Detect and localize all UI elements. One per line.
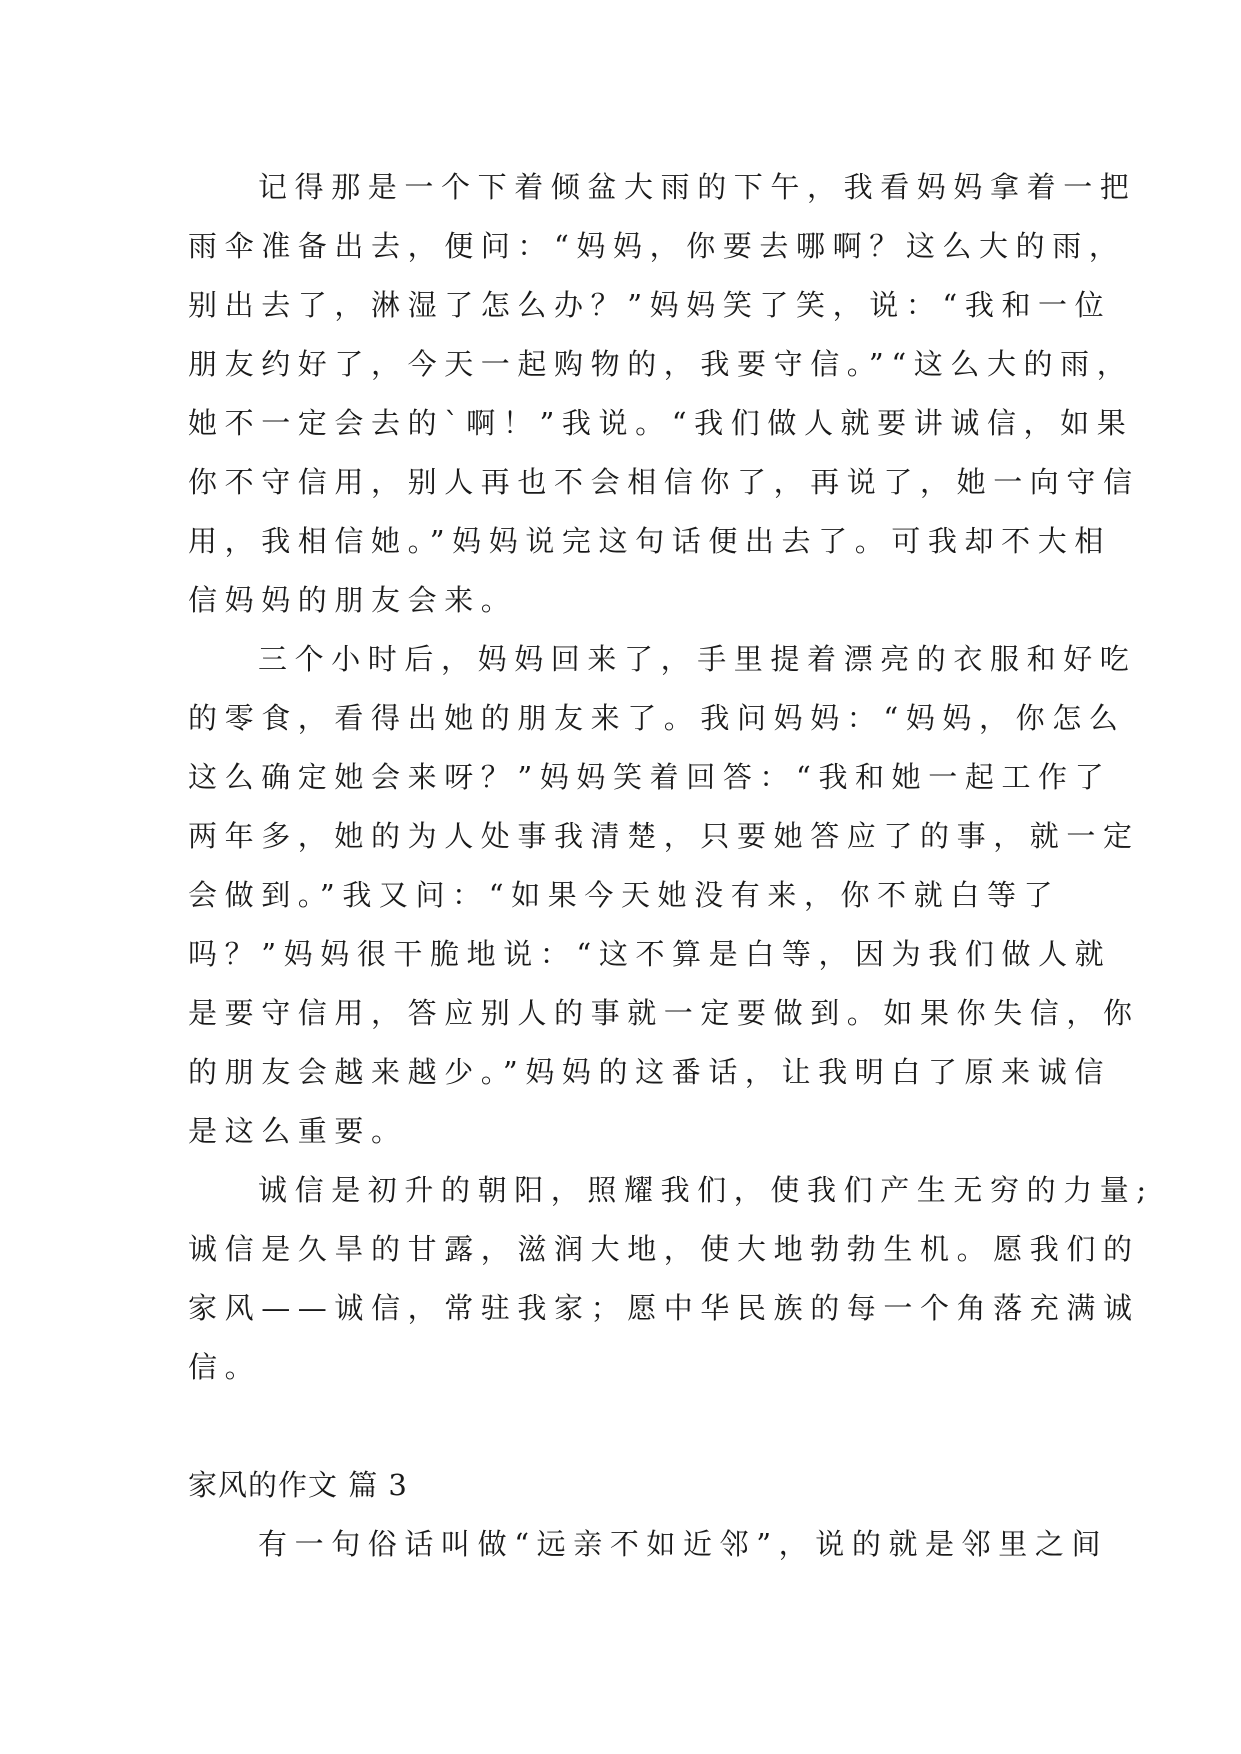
text-line: 诚信是初升的朝阳，照耀我们，使我们产生无穷的力量; [258,1173,1154,1207]
text-line: 两年多，她的为人处事我清楚，只要她答应了的事，就一定 [188,819,1140,853]
paragraph-1 [188,158,1140,630]
text-line: 的零食，看得出她的朋友来了。我问妈妈：“妈妈，你怎么 [188,701,1126,735]
text-line: 记得那是一个下着倾盆大雨的下午，我看妈妈拿着一把 [258,170,1137,204]
text-line: 她不一定会去的`啊！”我说。“我们做人就要讲诚信，如果 [188,406,1134,440]
text-line: 信妈妈的朋友会来。 [188,583,518,617]
section-heading: 家风的作文 篇 3 [188,1468,408,1502]
text-line: 三个小时后，妈妈回来了，手里提着漂亮的衣服和好吃 [258,642,1137,676]
text-line: 别出去了，淋湿了怎么办？”妈妈笑了笑，说：“我和一位 [188,288,1112,322]
text-line: 有一句俗话叫做“远亲不如近邻”，说的就是邻里之间 [258,1527,1109,1561]
text-line: 吗？”妈妈很干脆地说：“这不算是白等，因为我们做人就 [188,937,1112,971]
text-line: 是这么重要。 [188,1114,408,1148]
text-line: 用，我相信她。”妈妈说完这句话便出去了。可我却不大相 [188,524,1111,558]
text-line: 会做到。”我又问：“如果今天她没有来，你不就白等了 [188,878,1061,912]
text-line: 朋友约好了，今天一起购物的，我要守信。”“这么大的雨， [188,347,1134,381]
document-body [188,158,1154,1574]
blank-line [188,1397,1048,1456]
text-line: 诚信是久旱的甘露，滋润大地，使大地勃勃生机。愿我们的 [188,1232,1140,1266]
text-line: 这么确定她会来呀？”妈妈笑着回答：“我和她一起工作了 [188,760,1112,794]
paragraph-2 [188,630,1140,1161]
text-line: 雨伞准备出去，便问：“妈妈，你要去哪啊？这么大的雨， [188,229,1126,263]
text-line: 的朋友会越来越少。”妈妈的这番话，让我明白了原来诚信 [188,1055,1111,1089]
paragraph-3 [188,1161,1154,1397]
text-line: 是要守信用，答应别人的事就一定要做到。如果你失信，你 [188,996,1140,1030]
text-line: 信。 [188,1350,262,1384]
text-line: 你不守信用，别人再也不会相信你了，再说了，她一向守信 [188,465,1140,499]
text-line: 家风——诚信，常驻我家；愿中华民族的每一个角落充满诚 [188,1291,1140,1325]
